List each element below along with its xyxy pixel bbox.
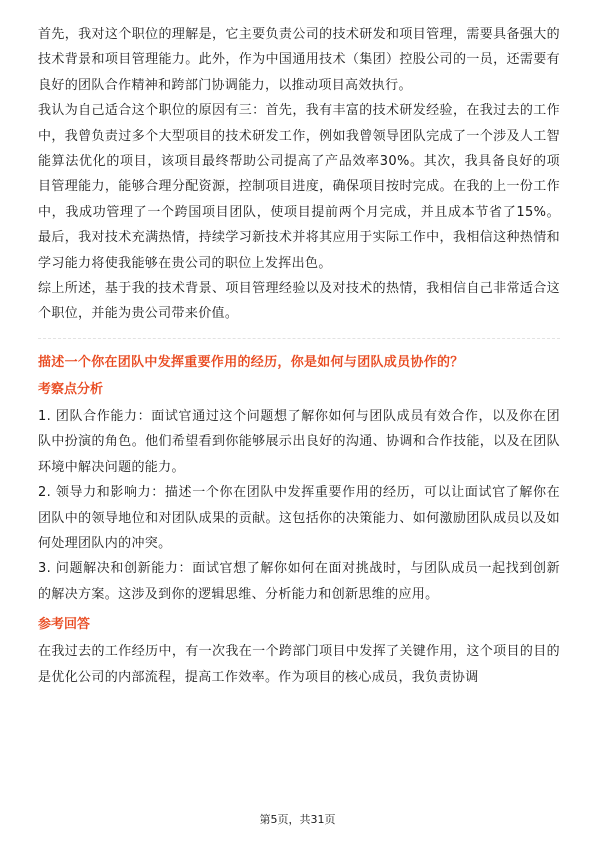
page-number: 第5页，共31页 xyxy=(259,813,336,826)
page-content xyxy=(38,22,560,690)
answer-title: 参考回答 xyxy=(38,617,91,633)
analysis-point-1: 1. 团队合作能力：面试官通过这个问题想了解你如何与团队成员有效合作，以及你在团队中扮演的角色。他们希望看到你能够展示出良好的沟通、协调和合作技能，以及在团队环境中解决问题的能力。 xyxy=(38,408,560,475)
answer-text: 在我过去的工作经历中，有一次我在一个跨部门项目中发挥了关键作用，这个项目的目的是优化公司的内部流程，提高工作效率。作为项目的核心成员，我负责协调 xyxy=(38,644,560,685)
analysis-point-3: 3. 问题解决和创新能力：面试官想了解你如何在面对挑战时，与团队成员一起找到创新的解决方案。这涉及到你的逻辑思维、分析能力和创新思维的应用。 xyxy=(38,561,560,602)
section-divider xyxy=(38,338,560,339)
analysis-point-2: 2. 领导力和影响力：描述一个你在团队中发挥重要作用的经历，可以让面试官了解你在团队中的领导地位和对团队成果的贡献。这包括你的决策能力、如何激励团队成员以及如何处理团队内的冲突。 xyxy=(38,485,560,551)
intro-paragraph-2: 我认为自己适合这个职位的原因有三：首先，我有丰富的技术研发经验，在我过去的工作中，我曾负责过多个大型项目的技术研发工作，例如我曾领导团队完成了一个涉及人工智能算法优化的项目，该项目最终帮助公司提高了产品效率30%。其次，我具备良好的项目管理能力，能够合理分配资源，控制项目进度，确保项目按时完成。在我的上一份工作中，我成功管理了一个跨国项目团队，使项目提前两个月完成，并且成本节省了15%。最后，我对技术充满热情，持续学习新技术并将其应用于实际工作中，我相信这种热情和学习能力将使我能够在贵公司的职位上发挥出色。 xyxy=(38,103,560,271)
analysis-title: 考察点分析 xyxy=(38,381,104,397)
interview-question: 描述一个你在团队中发挥重要作用的经历，你是如何与团队成员协作的？ xyxy=(38,354,464,370)
intro-paragraph-3: 综上所述，基于我的技术背景、项目管理经验以及对技术的热情，我相信自己非常适合这个职位，并能为贵公司带来价值。 xyxy=(38,281,560,322)
intro-paragraph-1: 首先，我对这个职位的理解是，它主要负责公司的技术研发和项目管理，需要具备强大的技术背景和项目管理能力。此外，作为中国通用技术（集团）控股公司的一员，还需要有良好的团队合作精神和跨部门协调能力，以推动项目高效执行。 xyxy=(38,27,560,93)
